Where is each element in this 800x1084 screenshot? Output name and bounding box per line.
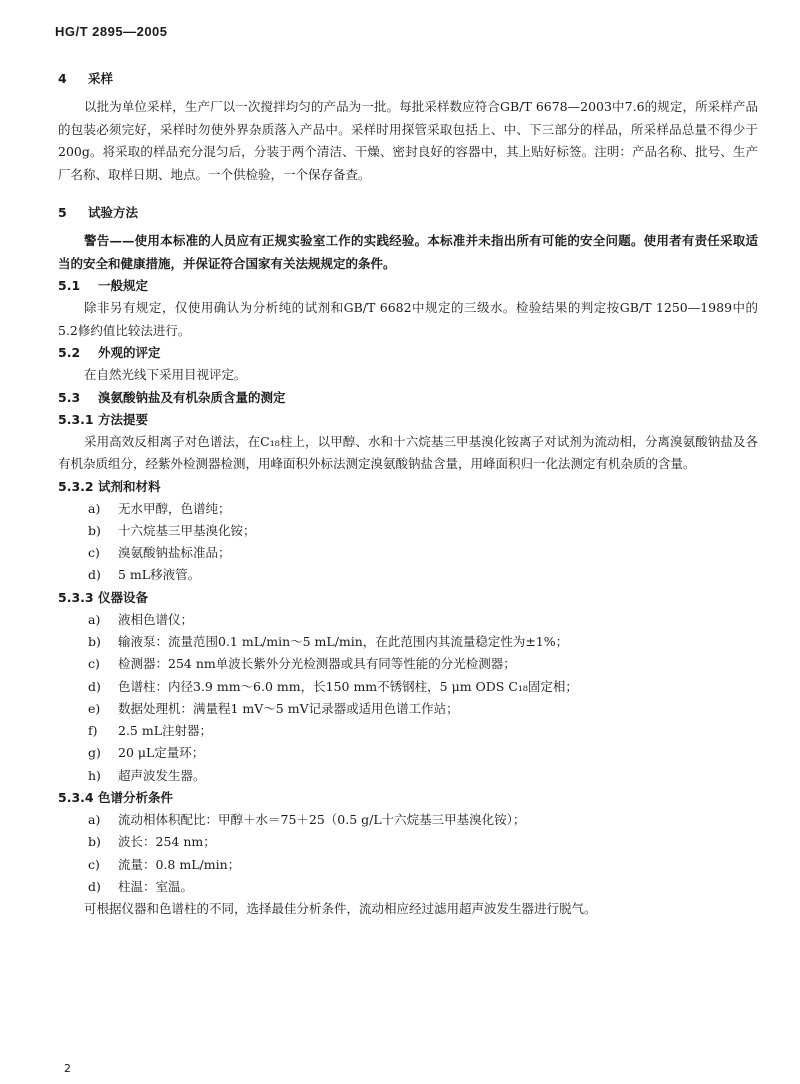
section-5-2-heading bbox=[58, 342, 758, 364]
list-item: a) 无水甲醇，色谱纯； bbox=[88, 500, 231, 516]
section-title: 试剂和材料 bbox=[98, 478, 161, 494]
list-item: b) 输液泵：流量范围0.1 mL/min～5 mL/min，在此范围内其流量稳定性为±1%； bbox=[88, 633, 569, 649]
section-number: 5.2 bbox=[58, 345, 81, 360]
list-item: a) 液相色谱仪； bbox=[88, 611, 194, 627]
section-number: 5.3.2 bbox=[58, 478, 94, 494]
standard-code-header: HG/T 2895—2005 bbox=[55, 24, 168, 39]
list-item: b) 波长：254 nm； bbox=[88, 834, 216, 850]
appearance-paragraph: 在自然光线下采用目视评定。 bbox=[84, 367, 247, 382]
section-title: 方法提要 bbox=[98, 411, 149, 427]
section-title: 色谱分析条件 bbox=[98, 790, 174, 806]
general-rules-paragraph: 除非另有规定，仅使用确认为分析纯的试剂和GB/T 6682中规定的三级水。检验结果的判定按GB/T 1250—1989中的5.2修约值比较法进行。 bbox=[58, 300, 758, 338]
list-item: d) 柱温：室温。 bbox=[88, 878, 194, 894]
document-body bbox=[58, 70, 758, 921]
list-item: h) 超声波发生器。 bbox=[88, 767, 206, 783]
section-title: 采样 bbox=[88, 71, 114, 86]
section-title: 溴氨酸钠盐及有机杂质含量的测定 bbox=[98, 389, 286, 405]
page-number: 2 bbox=[64, 1062, 71, 1075]
list-item: d) 5 mL移液管。 bbox=[88, 567, 201, 583]
reagents-list bbox=[58, 498, 758, 587]
chromatography-conditions-list bbox=[58, 809, 758, 898]
section-5-1-heading bbox=[58, 275, 758, 297]
list-item: a) 流动相体积配比：甲醇＋水＝75＋25（0.5 g/L十六烷基三甲基溴化铵）； bbox=[88, 812, 526, 828]
method-summary-paragraph: 采用高效反相离子对色谱法，在C₁₈柱上，以甲醇、水和十六烷基三甲基溴化铵离子对试剂为流动相，分离溴氨酸钠盐及各有机杂质组分，经紫外检测器检测，用峰面积外标法测定溴氨酸钠盐含量，用峰面积归一化法测定有机杂质的含量。 bbox=[58, 433, 758, 471]
section-5-3-4-heading bbox=[58, 787, 758, 809]
list-item: c) 溴氨酸钠盐标准品； bbox=[88, 545, 231, 561]
section-5-3-heading bbox=[58, 387, 758, 409]
section-title: 试验方法 bbox=[88, 205, 139, 220]
section-number: 5.3.4 bbox=[58, 790, 94, 806]
section-number: 5.3.1 bbox=[58, 411, 94, 427]
section-number: 5.1 bbox=[58, 278, 81, 293]
list-item: c) 检测器：254 nm单波长紫外分光检测器或具有同等性能的分光检测器； bbox=[88, 656, 516, 672]
section-5-3-3-heading bbox=[58, 587, 758, 609]
section-4-heading bbox=[58, 70, 758, 88]
section-title: 外观的评定 bbox=[98, 345, 161, 360]
section-5-heading bbox=[58, 204, 758, 222]
list-item: e) 数据处理机：满量程1 mV～5 mV记录器或适用色谱工作站； bbox=[88, 700, 459, 716]
list-item: g) 20 μL定量环； bbox=[88, 745, 205, 761]
sampling-paragraph: 以批为单位采样，生产厂以一次搅拌均匀的产品为一批。每批采样数应符合GB/T 6678—2003中7.6的规定，所采样产品的包装必须完好，采样时勿使外界杂质落入产品中。采样时用探管采取包括上、中、下三部分的样品，所采样品总量不得少于200g。将采取的样品充分混匀后，分装于两个清洁、干燥、密封良好的容器中，其上贴好标签。注明：产品名称、批号、生产厂名称、取样日期、地点。一个供检验，一个保存备查。 bbox=[58, 99, 758, 182]
section-number: 5 bbox=[58, 205, 67, 220]
section-title: 一般规定 bbox=[98, 278, 149, 293]
section-5-3-1-heading bbox=[58, 409, 758, 431]
list-item: b) 十六烷基三甲基溴化铵； bbox=[88, 522, 256, 538]
safety-warning: 警告——使用本标准的人员应有正规实验室工作的实践经验。本标准并未指出所有可能的安全问题。使用者有责任采取适当的安全和健康措施，并保证符合国家有关法规规定的条件。 bbox=[58, 233, 758, 271]
equipment-list bbox=[58, 609, 758, 787]
list-item: c) 流量：0.8 mL/min； bbox=[88, 856, 241, 872]
section-number: 5.3.3 bbox=[58, 589, 94, 605]
list-item: f) 2.5 mL注射器； bbox=[88, 723, 213, 739]
section-number: 5.3 bbox=[58, 389, 81, 405]
section-5-3-2-heading bbox=[58, 476, 758, 498]
conditions-note: 可根据仪器和色谱柱的不同，选择最佳分析条件，流动相应经过滤用超声波发生器进行脱气。 bbox=[84, 901, 597, 917]
list-item: d) 色谱柱：内径3.9 mm～6.0 mm，长150 mm不锈钢柱，5 μm ODS C₁₈固定相； bbox=[88, 678, 578, 694]
section-title: 仪器设备 bbox=[98, 589, 149, 605]
section-number: 4 bbox=[58, 71, 67, 86]
